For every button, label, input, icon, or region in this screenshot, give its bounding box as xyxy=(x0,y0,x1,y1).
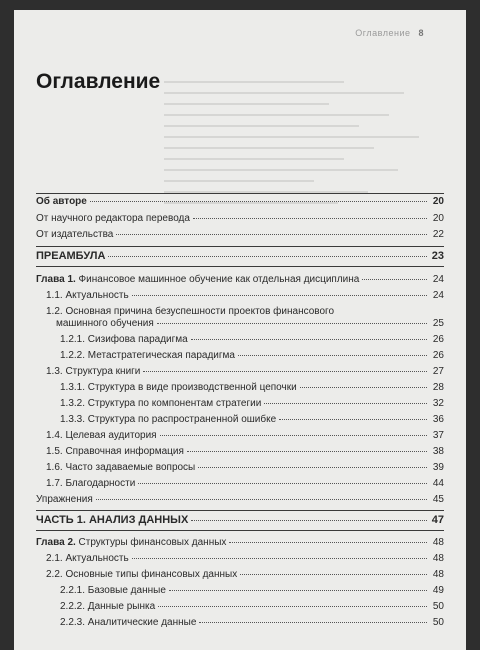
toc-entry: 1.3. Структура книги 27 xyxy=(46,366,444,377)
divider xyxy=(36,246,444,247)
toc-entry: 2.2.1. Базовые данные 49 xyxy=(60,585,444,596)
toc-entry: 1.5. Справочная информация 38 xyxy=(46,446,444,457)
toc-entry: 1.2.1. Сизифова парадигма 26 xyxy=(60,334,444,345)
toc-entry: 1.4. Целевая аудитория 37 xyxy=(46,430,444,441)
toc-chapter-entry: Глава 1. Финансовое машинное обучение как отдельная дисциплина 24 xyxy=(36,274,444,285)
toc-entry: 1.1. Актуальность 24 xyxy=(46,290,444,301)
book-page xyxy=(14,10,466,650)
divider xyxy=(36,193,444,194)
toc-part-entry: ПРЕАМБУЛА 23 xyxy=(36,250,444,262)
toc-entry: Об авторе 20 xyxy=(36,196,444,207)
toc-entry: 2.2.2. Данные рынка 50 xyxy=(60,601,444,612)
toc-entry: 2.2.3. Аналитические данные 50 xyxy=(60,617,444,628)
toc-chapter-entry: Глава 2. Структуры финансовых данных 48 xyxy=(36,537,444,548)
divider xyxy=(36,510,444,511)
toc-entry: 1.3.3. Структура по распространенной ошибке 36 xyxy=(60,414,444,425)
toc-entry: 2.1. Актуальность 48 xyxy=(46,553,444,564)
page-title: Оглавление xyxy=(36,70,161,93)
toc-entry: 1.2.2. Метастратегическая парадигма 26 xyxy=(60,350,444,361)
toc-entry: От научного редактора перевода 20 xyxy=(36,213,444,224)
page-number: 8 xyxy=(418,28,424,38)
toc-entry: 1.3.2. Структура по компонентам стратегии 32 xyxy=(60,398,444,409)
bleed-through-text xyxy=(164,72,464,207)
toc-entry-continuation: машинного обучения 25 xyxy=(56,318,444,329)
toc-entry: 1.7. Благодарности 44 xyxy=(46,478,444,489)
toc-entry: 1.3.1. Структура в виде производственной цепочки 28 xyxy=(60,382,444,393)
toc-entry: 2.2. Основные типы финансовых данных 48 xyxy=(46,569,444,580)
toc-entry: От издательства 22 xyxy=(36,229,444,240)
running-head-text: Оглавление xyxy=(355,28,411,38)
toc-part-entry: ЧАСТЬ 1. АНАЛИЗ ДАННЫХ 47 xyxy=(36,514,444,526)
running-head xyxy=(355,28,424,38)
toc-entry: 1.6. Часто задаваемые вопросы 39 xyxy=(46,462,444,473)
toc-entry: 1.2. Основная причина безуспешности проектов финансового xyxy=(46,306,335,317)
toc-entry: Упражнения 45 xyxy=(36,494,444,505)
divider xyxy=(36,266,444,267)
divider xyxy=(36,530,444,531)
